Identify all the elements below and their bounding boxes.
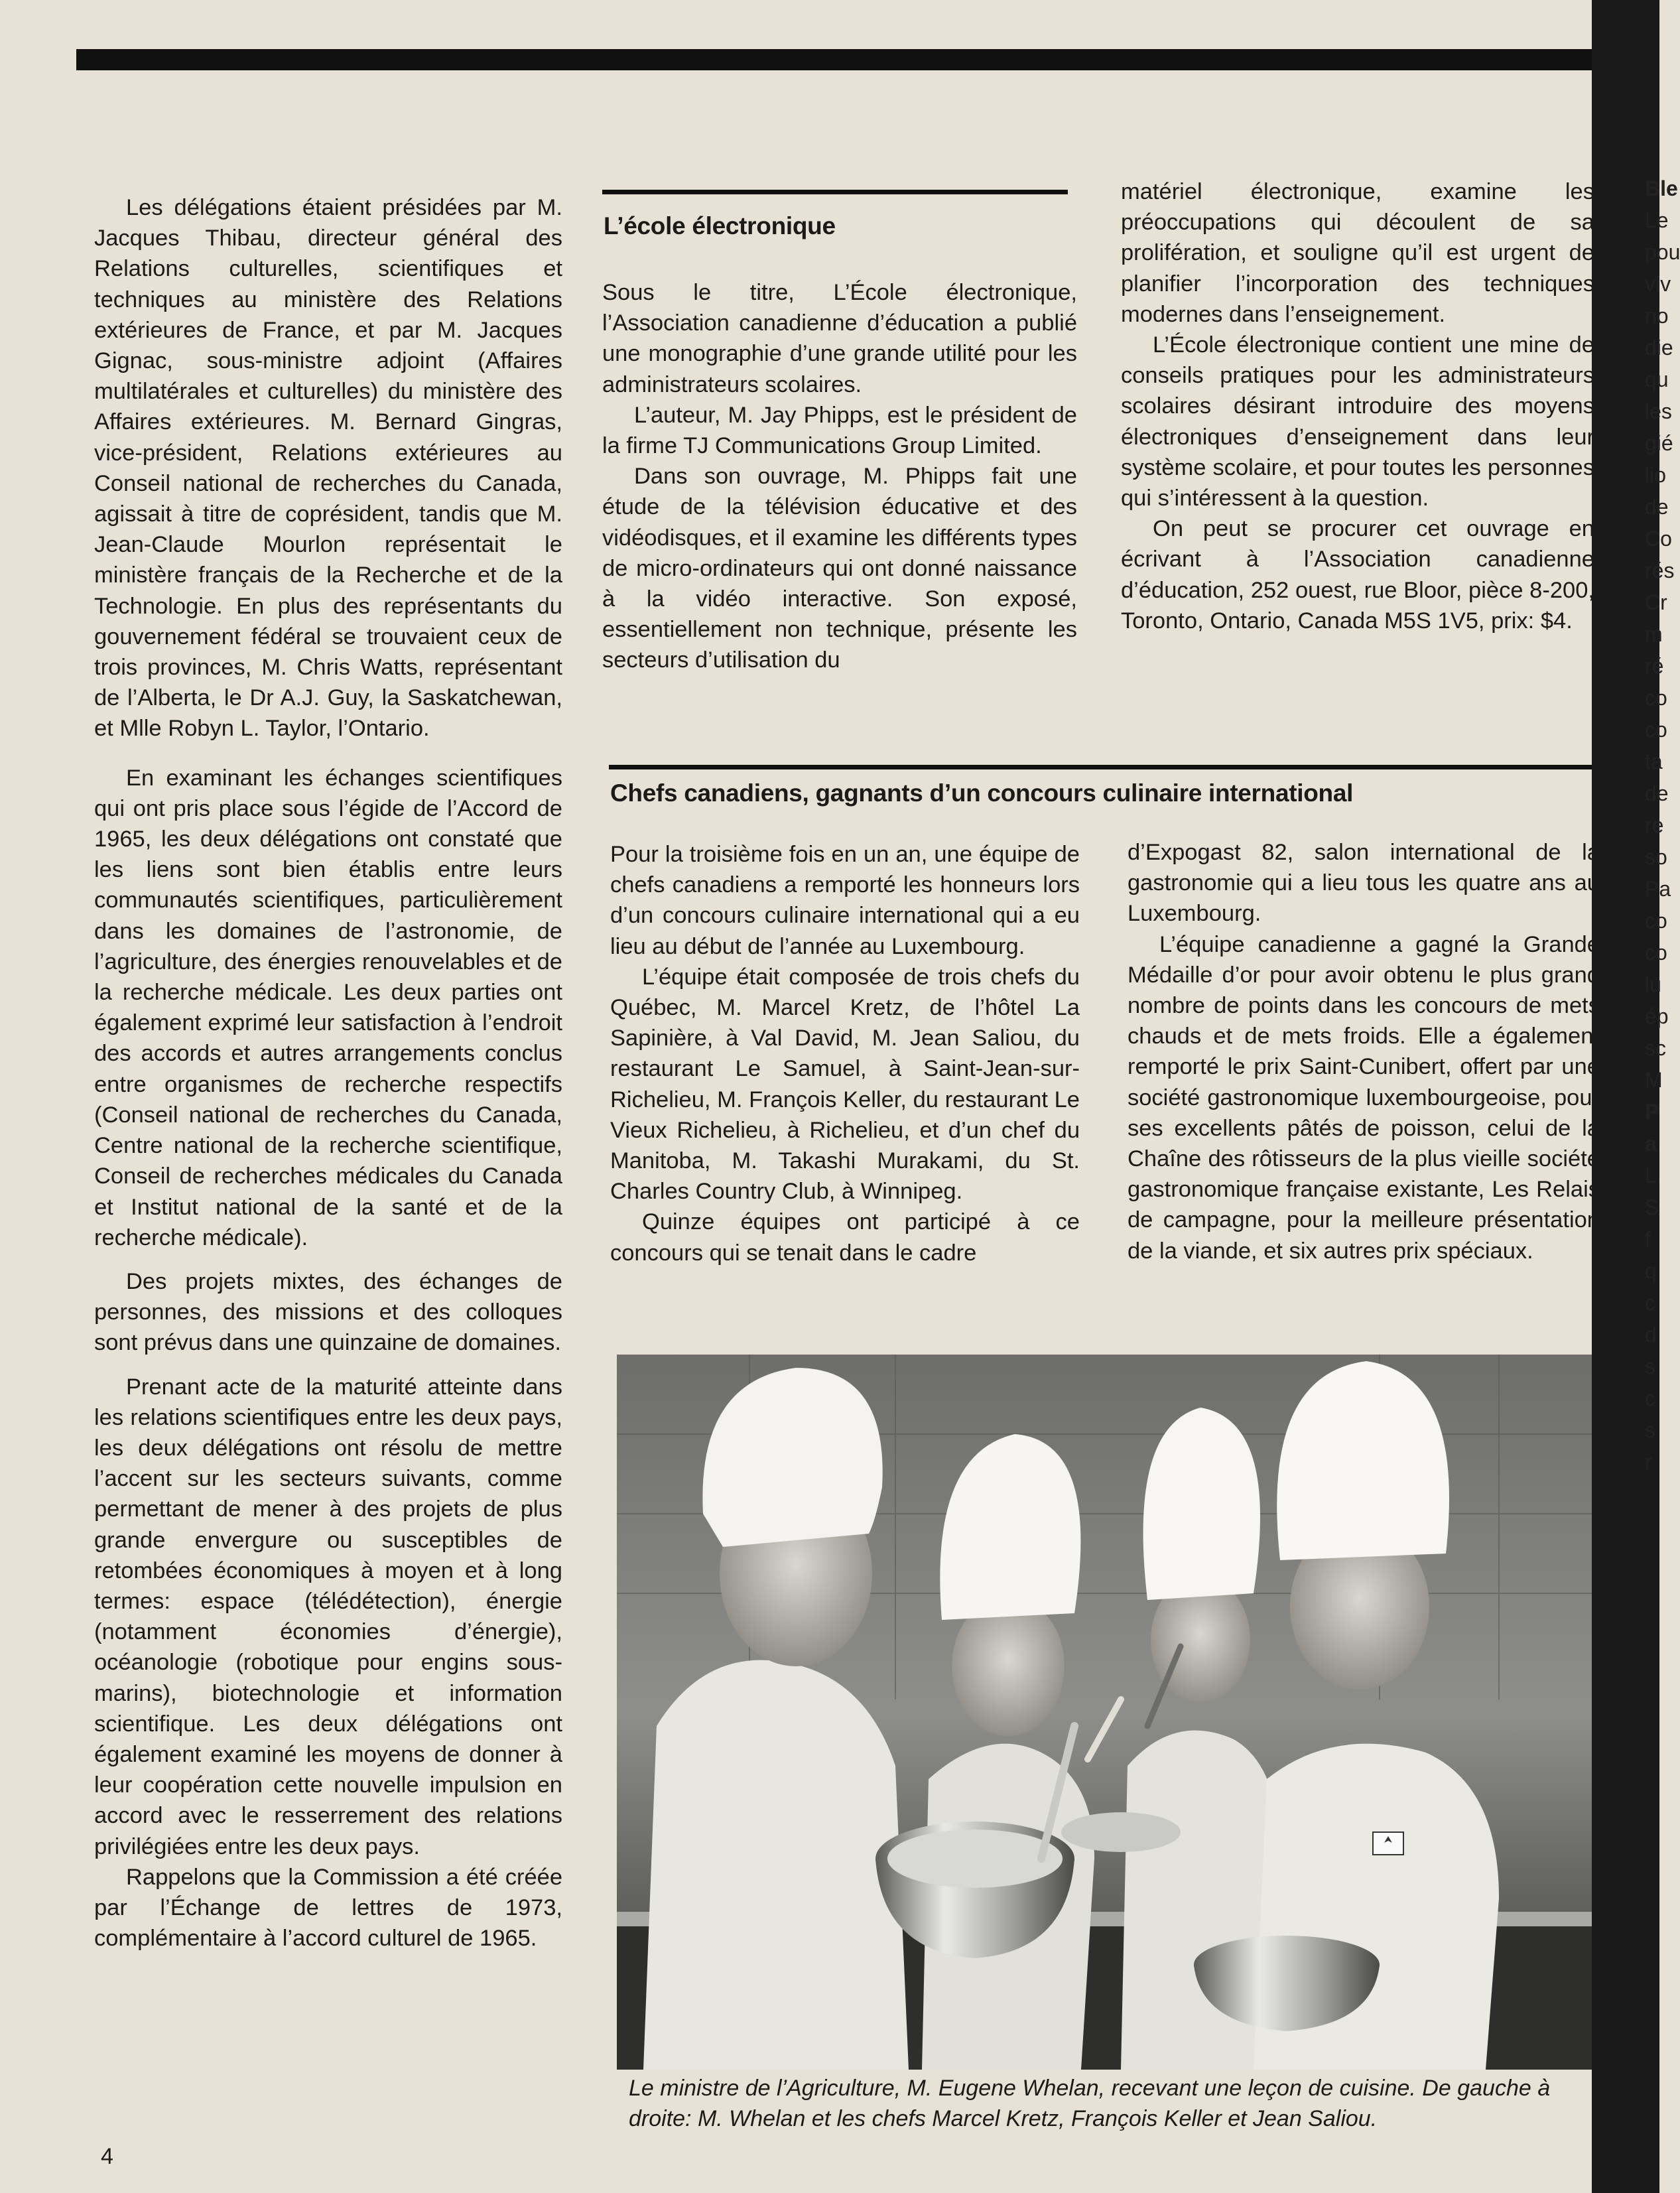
fragment: gié: [1645, 431, 1673, 455]
chefs-column-a: [610, 839, 1080, 1268]
ecole-column-b: [1121, 176, 1594, 636]
ecole-paragraph: matériel électronique, examine les préoccupations qui découlent de sa prolifération, et souligne qu’il est urgent de planifier l’incorporation des techniques modernes dans l’enseignement.: [1121, 179, 1594, 327]
fragment: so: [1645, 845, 1667, 869]
fragment: Pa: [1645, 877, 1671, 901]
fragment: ép: [1645, 1004, 1669, 1028]
column-1: [94, 192, 562, 1954]
chefs-photo: [617, 1355, 1592, 2070]
ecole-paragraph: Dans son ouvrage, M. Phipps fait une étude de la télévision éducative et des vidéodisques, et il examine les différents types de micro-ordinateurs qui ont donné naissance à la vidéo interactive. Son exposé, essentiellement non technique, présente les secteurs d’utilisation du: [602, 464, 1077, 673]
fragment: die: [1645, 336, 1673, 360]
section-rule-ecole: [602, 190, 1068, 194]
fragment: m: [1645, 622, 1663, 646]
fragment: qu: [1645, 367, 1669, 391]
top-rule: [76, 49, 1592, 70]
fragment: S: [1645, 1195, 1659, 1219]
ecole-column-a: [602, 277, 1077, 676]
fragment: c: [1645, 1291, 1655, 1315]
fragment: co: [1645, 941, 1667, 964]
fragment: pou: [1645, 240, 1680, 264]
chefs-paragraph: Pour la troisième fois en un an, une équipe de chefs canadiens a remporté les honneurs lors d’un concours culinaire international qui a eu lieu au début de l’année au Luxembourg.: [610, 842, 1080, 959]
fragment: les: [1645, 399, 1672, 423]
section-rule-chefs: [609, 765, 1592, 769]
chefs-paragraph: Quinze équipes ont participé à ce concours qui se tenait dans le cadre: [610, 1209, 1080, 1266]
col1-paragraph: En examinant les échanges scientifiques qui ont pris place sous l’égide de l’Accord de 1965, les deux délégations ont constaté que les liens sont bien établis entre leurs communautés scientifiques, particulièrement dans les domaines de l’astronomie, de l’agriculture, des énergies renouvelables et de la recherche médicale. Les deux parties ont également exprimé leur satisfaction à l’endroit des accords et autres arrangements conclus entre organismes de recherche respectifs (Conseil national de recherches du Canada, Centre national de la recherche scientifique, Conseil de recherches médicales du Canada et Institut national de la santé et de la recherche médicale).: [94, 765, 562, 1250]
ecole-heading: L’école électronique: [604, 212, 836, 239]
ecole-paragraph: On peut se procurer cet ouvrage en écrivant à l’Association canadienne d’éducation, 252 ouest, rue Bloor, pièce 8-200, Toronto, Ontario, Canada M5S 1V5, prix: $4.: [1121, 516, 1594, 633]
ecole-paragraph: Sous le titre, L’École électronique, l’Association canadienne d’éducation a publié une monographie d’une grande utilité pour les administrateurs scolaires.: [602, 280, 1077, 397]
photo-caption: Le ministre de l’Agriculture, M. Eugene Whelan, recevant une leçon de cuisine. De gauche à droite: M. Whelan et les chefs Marcel Kretz, François Keller et Jean Saliou.: [629, 2076, 1551, 2131]
chefs-paragraph: L’équipe était composée de trois chefs du Québec, M. Marcel Kretz, de l’hôtel La Sapinière, à Val David, M. Jean Saliou, du restaurant Le Samuel, à Saint-Jean-sur-Richelieu, M. François Keller, du restaurant Le Vieux Richelieu, à Richelieu, et d’un chef du Manitoba, M. Takashi Murakami, du St. Charles Country Club, à Winnipeg.: [610, 964, 1080, 1205]
fragment: lio: [1645, 463, 1667, 487]
ecole-paragraph: L’École électronique contient une mine de conseils pratiques pour les administrateurs scolaires désirant introduire des moyens électroniques d’enseignement dans leur système scolaire, et pour toutes les personnes qui s’intéressent à la question.: [1121, 332, 1594, 511]
col1-paragraph: Rappelons que la Commission a été créée par l’Échange de lettres de 1973, complémentaire à l’accord culturel de 1965.: [94, 1864, 562, 1952]
fragment: Le: [1645, 208, 1669, 232]
fragment: M: [1645, 1068, 1663, 1092]
fragment: a: [1645, 1132, 1657, 1156]
fragment: rés: [1645, 559, 1675, 582]
fragment: ta: [1645, 750, 1663, 773]
fragment: de: [1645, 495, 1669, 519]
fragment: Ble: [1645, 176, 1678, 200]
col1-paragraph: Des projets mixtes, des échanges de personnes, des missions et des colloques sont prévus dans une quinzaine de domaines.: [94, 1268, 562, 1356]
page-number: 4: [101, 2144, 113, 2169]
adjacent-page-fragments: [1645, 172, 1680, 1478]
col1-paragraph: Prenant acte de la maturité atteinte dans les relations scientifiques entre les deux pays, les deux délégations ont résolu de mettre l’accent sur les secteurs suivants, comme permettant de mener à des projets de plus grande envergure ou susceptibles de retombées économiques à moyen et à long termes: espace (télédétection), énergie (notamment économies d’énergie), océanologie (robotique pour engins sous-marins), biotechnologie et information scientifique. Les deux délégations ont également examiné les moyens de donner à leur coopération cette nouvelle impulsion en accord avec le resserrement des relations privilégiées entre les deux pays.: [94, 1374, 562, 1859]
chefs-heading: Chefs canadiens, gagnants d’un concours culinaire international: [610, 779, 1354, 807]
fragment: de: [1645, 781, 1669, 805]
fragment: lu: [1645, 972, 1661, 996]
fragment: r: [1645, 1450, 1652, 1474]
fragment: f: [1645, 1227, 1651, 1251]
fragment: re: [1645, 813, 1664, 837]
fragment: q: [1645, 1259, 1657, 1283]
fragment: no: [1645, 304, 1669, 328]
fragment: s: [1645, 1418, 1655, 1442]
fragment: co: [1645, 686, 1667, 710]
fragment: L: [1645, 1163, 1657, 1187]
chefs-paragraph: L’équipe canadienne a gagné la Grande Médaille d’or pour avoir obtenu le plus grand nombre de points dans les concours de mets chauds et de mets froids. Elle a également remporté le prix Saint-Cunibert, offert par une société gastronomique luxembourgeoise, pour ses excellents pâtés de poisson, celui de la Chaîne des rôtisseurs de la plus vieille société gastronomique française existante, Les Relais de campagne, pour la meilleure présentation de la viande, et six autres prix spéciaux.: [1128, 931, 1600, 1264]
fragment: Co: [1645, 527, 1672, 551]
fragment: Cr: [1645, 590, 1667, 614]
fragment: co: [1645, 718, 1667, 742]
fragment: ré: [1645, 654, 1664, 678]
ecole-paragraph: L’auteur, M. Jay Phipps, est le président de la firme TJ Communications Group Limited.: [602, 402, 1077, 459]
chefs-column-b: [1128, 837, 1600, 1266]
fragment: co: [1645, 909, 1667, 933]
fragment: c: [1645, 1386, 1655, 1410]
fragment: d: [1645, 1323, 1657, 1347]
fragment: sc: [1645, 1036, 1666, 1060]
col1-paragraph: Les délégations étaient présidées par M. Jacques Thibau, directeur général des Relations culturelles, scientifiques et techniques au ministère des Relations extérieures de France, et par M. Jacques Gignac, sous-ministre adjoint (Affaires multilatérales et culturelles) du ministère des Affaires extérieures. M. Bernard Gingras, vice-président, Relations extérieures au Conseil national de recherches du Canada, agissait à titre de coprésident, tandis que M. Jean-Claude Mourlon représentait le ministère français de la Recherche et de la Technologie. En plus des représentants du gouvernement fédéral se trouvaient ceux de trois provinces, M. Chris Watts, représentant de l’Alberta, le Dr A.J. Guy, la Saskatchewan, et Mlle Robyn L. Taylor, l’Ontario.: [94, 195, 562, 742]
chefs-paragraph: d’Expogast 82, salon international de la gastronomie qui a lieu tous les quatre ans au Luxembourg.: [1128, 840, 1600, 927]
fragment: s: [1645, 1355, 1655, 1378]
fragment: viv: [1645, 272, 1671, 296]
fragment: P: [1645, 1100, 1659, 1124]
